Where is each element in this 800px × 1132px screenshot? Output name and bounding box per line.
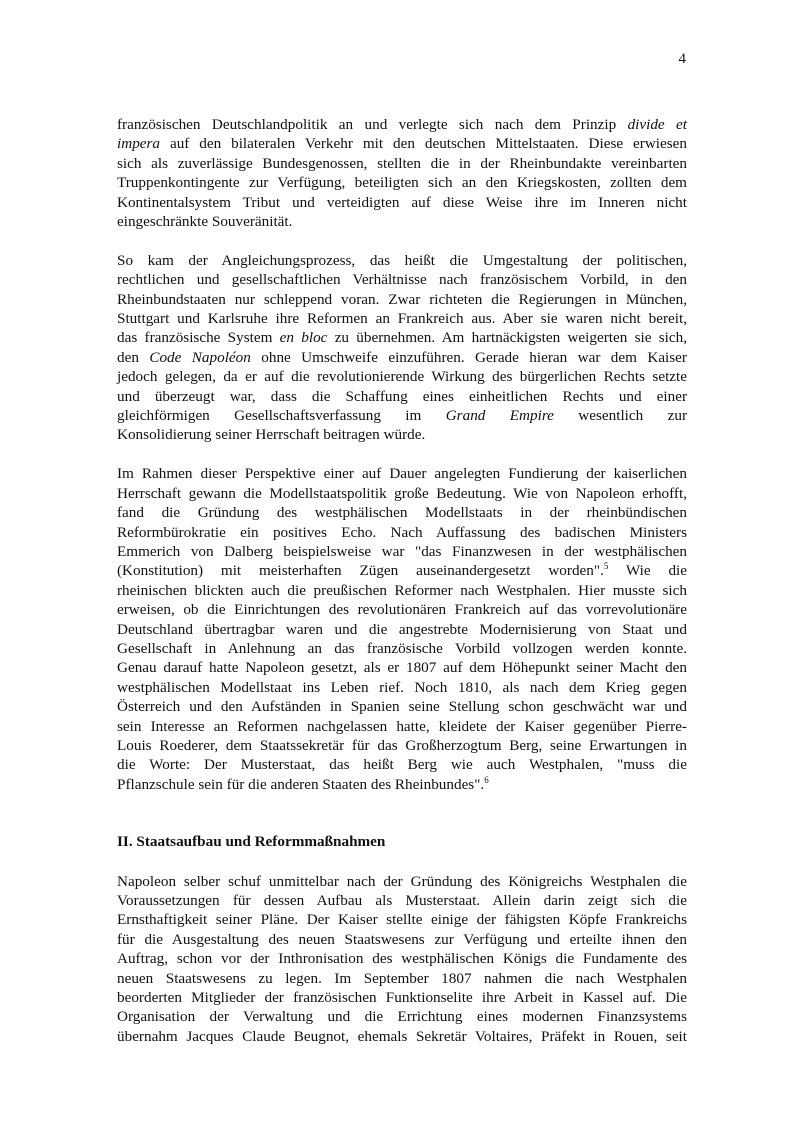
text-run: rheinischen blickten auch die preußischen Reformer nach Westphalen. Hier musste sich bbox=[117, 581, 687, 599]
section-heading: II. Staatsaufbau und Reformmaßnahmen bbox=[117, 833, 386, 851]
text-line bbox=[117, 639, 687, 658]
text-line bbox=[117, 251, 687, 270]
text-line bbox=[117, 503, 687, 522]
text-line bbox=[117, 134, 687, 153]
italic-text: impera bbox=[117, 135, 161, 153]
text-line bbox=[117, 523, 687, 542]
text-line bbox=[117, 581, 687, 600]
text-line bbox=[117, 872, 687, 891]
footnote-reference: 6 bbox=[484, 774, 489, 785]
text-run: Wie die bbox=[608, 562, 687, 580]
text-line bbox=[117, 154, 687, 173]
text-line bbox=[117, 891, 687, 910]
text-run: rechtlichen und gesellschaftlichen Verhältnisse nach französischem Vorbild, in den bbox=[117, 271, 687, 289]
text-run: Gesellschaft in Anlehnung an das französische Vorbild vollzogen werden konnte. bbox=[117, 639, 687, 657]
text-line bbox=[117, 678, 687, 697]
text-run: Ernsthaftigkeit seiner Pläne. Der Kaiser stellte einige der fähigsten Köpfe Frankreichs bbox=[117, 911, 687, 929]
text-run: Reformbürokratie ein positives Echo. Nach Auffassung des badischen Ministers bbox=[117, 523, 687, 541]
paragraph-2 bbox=[117, 251, 687, 445]
text-run: Deutschland übertragbar waren und die angestrebte Modernisierung von Staat und bbox=[117, 620, 687, 638]
text-run: sein Interesse an Reformen nachgelassen hatte, kleidete der Kaiser gegenüber Pierre- bbox=[117, 717, 687, 735]
text-run: Rheinbundstaaten nur schleppend voran. Zwar richteten die Regierungen in München, bbox=[117, 290, 687, 308]
text-run: Österreich und den Aufständen in Spanien seine Stellung schon geschwächt war und bbox=[117, 698, 687, 716]
text-run: den bbox=[117, 348, 150, 366]
italic-text: Grand Empire bbox=[445, 407, 554, 425]
body-text bbox=[117, 115, 687, 1066]
text-line bbox=[117, 542, 687, 561]
text-line bbox=[117, 173, 687, 192]
text-run: Im Rahmen dieser Perspektive einer auf Dauer angelegten Fundierung der kaiserlichen bbox=[117, 465, 687, 483]
text-run: So kam der Angleichungsprozess, das heißt die Umgestaltung der politischen, bbox=[117, 251, 687, 269]
text-run: eingeschränkte Souveränität. bbox=[117, 213, 293, 231]
text-run: neuen Staatswesens zu legen. Im September 1807 nahmen die nach Westphalen bbox=[117, 969, 687, 987]
text-line bbox=[117, 406, 687, 425]
text-line bbox=[117, 697, 687, 716]
text-run: Organisation der Verwaltung und die Errichtung eines modernen Finanzsystems bbox=[117, 1008, 687, 1026]
text-line bbox=[117, 775, 687, 794]
text-line bbox=[117, 600, 687, 619]
text-line bbox=[117, 464, 687, 483]
footnote-reference: 5 bbox=[603, 561, 609, 572]
page-number: 4 bbox=[678, 51, 686, 67]
text-line bbox=[117, 755, 687, 774]
text-run: Konsolidierung seiner Herrschaft beitragen würde. bbox=[117, 426, 426, 444]
text-line bbox=[117, 309, 687, 328]
text-run: gleichförmigen Gesellschaftsverfassung im bbox=[117, 407, 446, 425]
paragraph-1 bbox=[117, 115, 687, 231]
text-run: Stuttgart und Karlsruhe ihre Reformen an Frankreich aus. Aber sie waren nicht bereit, bbox=[117, 310, 687, 328]
text-run: zu übernehmen. Am hartnäckigsten weigerten sie sich, bbox=[327, 329, 687, 347]
text-line bbox=[117, 1007, 687, 1026]
text-line bbox=[117, 717, 687, 736]
text-run: sich als zuverlässige Bundesgenossen, stellten die in der Rheinbundakte vereinbarten bbox=[117, 154, 687, 172]
text-run: beorderten Mitglieder der französischen Funktionselite ihre Arbeit in Kassel auf. Die bbox=[117, 989, 687, 1007]
text-line bbox=[117, 115, 687, 134]
text-run: und überzeugt war, dass die Schaffung eines einheitlichen Rechts und einer bbox=[117, 387, 687, 405]
final-paragraph-container bbox=[117, 872, 687, 1047]
text-run: fand die Gründung des westphälischen Modellstaats in der rheinbündischen bbox=[117, 504, 687, 522]
text-run: ohne Umschweife einzuführen. Gerade hieran war dem Kaiser bbox=[250, 348, 687, 366]
text-line bbox=[117, 930, 687, 949]
text-line bbox=[117, 561, 687, 580]
text-run: französischen Deutschlandpolitik an und verlegte sich nach dem Prinzip bbox=[117, 116, 628, 133]
text-run: auf den bilateralen Verkehr mit den deutschen Mittelstaaten. Diese erwiesen bbox=[160, 135, 687, 153]
text-line bbox=[117, 270, 687, 289]
text-line bbox=[117, 328, 687, 347]
italic-text: en bloc bbox=[279, 329, 328, 347]
text-run: wesentlich zur bbox=[553, 407, 688, 425]
text-run: das französische System bbox=[117, 329, 280, 347]
text-line bbox=[117, 620, 687, 639]
italic-text: Code Napoléon bbox=[149, 348, 251, 366]
text-line bbox=[117, 290, 687, 309]
text-line bbox=[117, 367, 687, 386]
text-run: die Worte: Der Musterstaat, das heißt Berg wie auch Westphalen, "muss die bbox=[117, 756, 687, 774]
text-line bbox=[117, 484, 687, 503]
paragraph-4 bbox=[117, 872, 687, 1047]
text-run: Truppenkontingente zur Verfügung, beteiligten sich an den Kriegskosten, zollten dem bbox=[117, 174, 687, 192]
text-run: Kontinentalsystem Tribut und verteidigten auf diese Weise ihre im Inneren nicht bbox=[117, 193, 687, 211]
text-run: Auftrag, schon vor der Inthronisation des westphälischen Königs die Fundamente des bbox=[117, 950, 687, 968]
text-line bbox=[117, 1027, 687, 1046]
text-line bbox=[117, 348, 687, 367]
text-run: übernahm Jacques Claude Beugnot, ehemals Sekretär Voltaires, Präfekt in Rouen, seit bbox=[117, 1027, 687, 1045]
text-run: erweisen, ob die Einrichtungen des revolutionären Frankreich auf das vorrevolutionäre bbox=[117, 601, 687, 619]
text-line bbox=[117, 988, 687, 1007]
text-run: westphälischen Modellstaat ins Leben rief. Noch 1810, als nach dem Krieg gegen bbox=[117, 678, 687, 696]
text-line bbox=[117, 658, 687, 677]
text-line bbox=[117, 425, 687, 444]
text-run: jedoch gelegen, da er auf die revolutionierende Wirkung des bürgerlichen Rechts setzte bbox=[117, 368, 687, 386]
text-run: Pflanzschule sein für die anderen Staaten des Rheinbundes". bbox=[117, 775, 485, 793]
text-line bbox=[117, 387, 687, 406]
text-run: Louis Roederer, dem Staatssekretär für das Großherzogtum Berg, seine Erwartungen in bbox=[117, 736, 687, 754]
text-line bbox=[117, 193, 687, 212]
text-run: (Konstitution) mit meisterhaften Zügen auseinandergesetzt worden". bbox=[117, 562, 604, 580]
paragraph-3 bbox=[117, 464, 687, 794]
text-run: für die Ausgestaltung des neuen Staatswesens zur Verfügung und erteilte ihnen den bbox=[117, 930, 687, 948]
text-line bbox=[117, 212, 687, 231]
text-line bbox=[117, 969, 687, 988]
text-line bbox=[117, 736, 687, 755]
text-run: Herrschaft gewann die Modellstaatspolitik große Bedeutung. Wie von Napoleon erhofft, bbox=[117, 484, 687, 502]
italic-text: divide et bbox=[627, 116, 687, 133]
text-line bbox=[117, 949, 687, 968]
text-run: Genau darauf hatte Napoleon gesetzt, als er 1807 auf dem Höhepunkt seiner Macht den bbox=[117, 659, 687, 677]
paragraphs-container bbox=[117, 115, 687, 794]
text-run: Emmerich von Dalberg beispielsweise war "das Finanzwesen in der westphälischen bbox=[117, 542, 687, 560]
text-run: Voraussetzungen für dessen Aufbau als Musterstaat. Allein darin zeigt sich die bbox=[117, 892, 687, 909]
text-line bbox=[117, 910, 687, 929]
text-run: Napoleon selber schuf unmittelbar nach der Gründung des Königreichs Westphalen die bbox=[117, 872, 687, 890]
